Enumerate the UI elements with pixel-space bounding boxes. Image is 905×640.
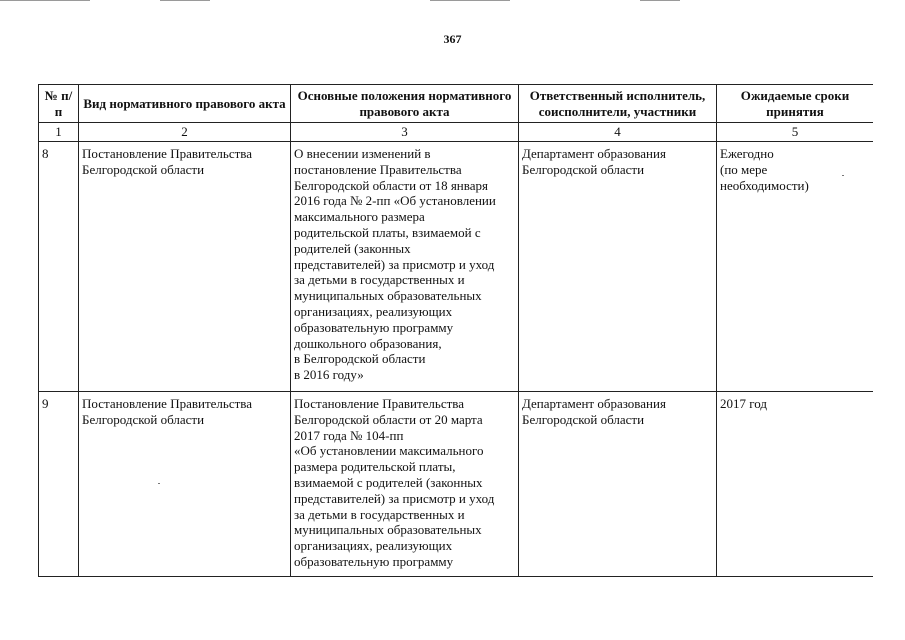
act-type-cell: Постановление Правительства Белгородской области bbox=[79, 392, 291, 577]
table-header-row bbox=[39, 85, 874, 123]
provisions-line: родителей (законных bbox=[294, 240, 411, 256]
provisions-line: «Об установлении максимального bbox=[294, 443, 484, 459]
provisions-line: 2017 года № 104-пп bbox=[294, 427, 404, 443]
deadline-cell bbox=[717, 142, 874, 392]
column-number: 5 bbox=[717, 123, 874, 142]
scan-speck bbox=[158, 483, 160, 484]
executor-cell: Департамент образования Белгородской области bbox=[519, 142, 717, 392]
legal-acts-table bbox=[38, 84, 873, 577]
scan-speck bbox=[842, 175, 844, 176]
scan-edge-line bbox=[160, 0, 210, 1]
column-number: 2 bbox=[79, 123, 291, 142]
deadline-line: (по мере bbox=[720, 161, 768, 177]
header-executor: Ответственный исполнитель, соисполнители, участники bbox=[519, 85, 717, 123]
provisions-line: родительской платы, взимаемой с bbox=[294, 224, 481, 240]
column-number: 4 bbox=[519, 123, 717, 142]
provisions-line: образовательную программу bbox=[294, 319, 454, 335]
deadline-line: 2017 год bbox=[720, 396, 767, 411]
deadline-line: Ежегодно bbox=[720, 146, 774, 161]
provisions-line: муниципальных образовательных bbox=[294, 522, 482, 538]
header-act-type: Вид нормативного правового акта bbox=[79, 85, 291, 123]
provisions-line: организациях, реализующих bbox=[294, 538, 453, 554]
provisions-line: за детьми в государственных и bbox=[294, 272, 465, 288]
column-number: 1 bbox=[39, 123, 79, 142]
provisions-cell bbox=[291, 392, 519, 577]
provisions-line: образовательную программу bbox=[294, 553, 454, 569]
table-row bbox=[39, 392, 874, 577]
column-number: 3 bbox=[291, 123, 519, 142]
provisions-line: в 2016 году» bbox=[294, 367, 364, 383]
provisions-line: Белгородской области от 18 января bbox=[294, 177, 488, 193]
provisions-line: организациях, реализующих bbox=[294, 303, 453, 319]
provisions-line: Белгородской области от 20 марта bbox=[294, 411, 483, 427]
column-number-row bbox=[39, 123, 874, 142]
provisions-line: Постановление Правительства bbox=[294, 396, 465, 411]
provisions-line: в Белгородской области bbox=[294, 351, 426, 367]
provisions-line: взимаемой с родителей (законных bbox=[294, 474, 483, 490]
deadline-cell bbox=[717, 392, 874, 577]
scan-edge-line bbox=[640, 0, 680, 1]
act-type-cell: Постановление Правительства Белгородской области bbox=[79, 142, 291, 392]
provisions-line: максимального размера bbox=[294, 209, 425, 225]
provisions-line: дошкольного образования, bbox=[294, 335, 442, 351]
provisions-line: муниципальных образовательных bbox=[294, 288, 482, 304]
provisions-line: представителей) за присмотр и уход bbox=[294, 490, 495, 506]
provisions-line: постановление Правительства bbox=[294, 161, 462, 177]
provisions-cell bbox=[291, 142, 519, 392]
page-number: 367 bbox=[443, 32, 462, 46]
provisions-line: 2016 года № 2-пп «Об установлении bbox=[294, 193, 496, 209]
row-number-cell: 9 bbox=[39, 392, 79, 577]
provisions-line: за детьми в государственных и bbox=[294, 506, 465, 522]
row-number-cell: 8 bbox=[39, 142, 79, 392]
executor-cell: Департамент образования Белгородской области bbox=[519, 392, 717, 577]
deadline-line: необходимости) bbox=[720, 177, 809, 193]
table-row bbox=[39, 142, 874, 392]
scan-edge-line bbox=[430, 0, 510, 1]
scan-edge-line bbox=[0, 0, 90, 1]
provisions-line: О внесении изменений в bbox=[294, 146, 431, 161]
document-table-container bbox=[38, 84, 873, 598]
header-number: № п/п bbox=[39, 85, 79, 123]
header-provisions: Основные положения нормативного правового акта bbox=[291, 85, 519, 123]
provisions-line: размера родительской платы, bbox=[294, 459, 456, 475]
provisions-line: представителей) за присмотр и уход bbox=[294, 256, 495, 272]
header-deadline: Ожидаемые сроки принятия bbox=[717, 85, 874, 123]
